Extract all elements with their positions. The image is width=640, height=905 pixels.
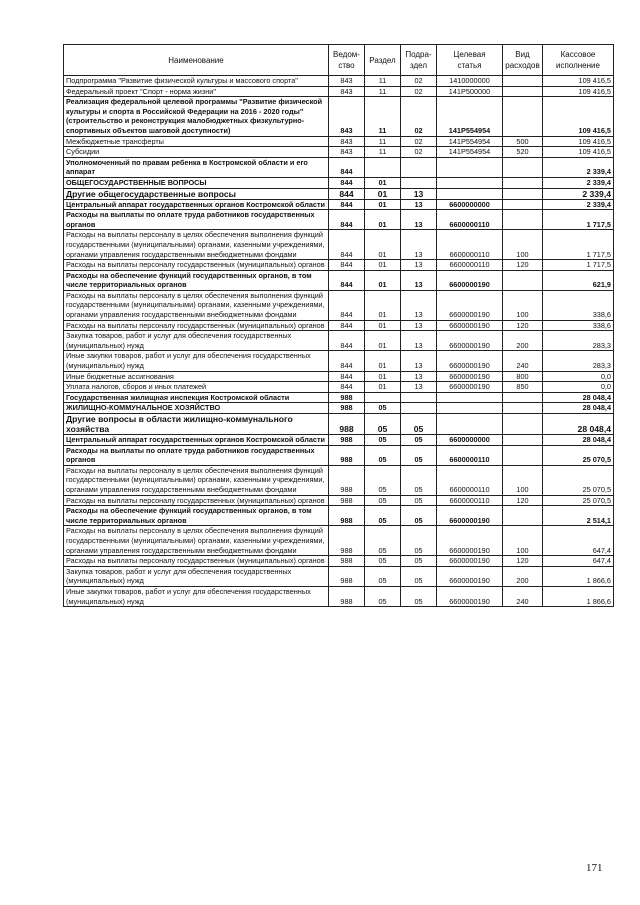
row-razdel: 01 [365, 260, 401, 271]
row-target-article: 6600000190 [437, 371, 503, 382]
row-name: Другие вопросы в области жилищно-коммунального хозяйства [64, 414, 329, 435]
row-vedomstvo: 843 [329, 136, 365, 147]
row-razdel: 05 [365, 566, 401, 586]
row-target-article: 6600000110 [437, 495, 503, 506]
row-expense-type: 520 [503, 147, 543, 158]
row-vedomstvo: 988 [329, 506, 365, 526]
row-cash-execution: 283,3 [543, 351, 614, 371]
row-expense-type [503, 188, 543, 199]
row-expense-type [503, 414, 543, 435]
header-expense-type: Вид расходов [503, 45, 543, 76]
row-razdel: 01 [365, 331, 401, 351]
row-cash-execution: 338,6 [543, 320, 614, 331]
row-razdel [365, 157, 401, 177]
table-row [64, 371, 614, 382]
row-vedomstvo: 844 [329, 270, 365, 290]
table-row [64, 586, 614, 606]
header-podrazdel: Подра- здел [401, 45, 437, 76]
row-expense-type [503, 97, 543, 136]
page-number: 171 [586, 862, 603, 874]
row-razdel: 05 [365, 556, 401, 567]
row-name: Расходы на выплаты персоналу в целях обеспечения выполнения функций государственными (муниципальными) органами, казенными учреждениями, органами управления государственными внебюджетными фондами [64, 526, 329, 556]
row-expense-type: 100 [503, 465, 543, 495]
row-target-article: 6600000110 [437, 465, 503, 495]
row-podrazdel: 13 [401, 382, 437, 393]
table-row [64, 260, 614, 271]
row-expense-type [503, 157, 543, 177]
row-name: Федеральный проект "Спорт - норма жизни" [64, 86, 329, 97]
row-cash-execution: 28 048,4 [543, 392, 614, 403]
row-expense-type [503, 445, 543, 465]
row-podrazdel: 13 [401, 331, 437, 351]
row-razdel: 01 [365, 382, 401, 393]
row-expense-type [503, 506, 543, 526]
row-cash-execution: 2 339,4 [543, 199, 614, 210]
row-razdel: 05 [365, 445, 401, 465]
row-cash-execution: 109 416,5 [543, 147, 614, 158]
row-podrazdel: 02 [401, 136, 437, 147]
row-vedomstvo: 843 [329, 76, 365, 87]
table-row [64, 177, 614, 188]
row-razdel: 05 [365, 495, 401, 506]
row-vedomstvo: 844 [329, 157, 365, 177]
row-podrazdel: 13 [401, 210, 437, 230]
row-name: Иные закупки товаров, работ и услуг для обеспечения государственных (муниципальных) нужд [64, 586, 329, 606]
row-expense-type: 800 [503, 371, 543, 382]
row-expense-type [503, 177, 543, 188]
row-vedomstvo: 844 [329, 260, 365, 271]
row-expense-type: 100 [503, 290, 543, 320]
row-podrazdel: 05 [401, 506, 437, 526]
row-podrazdel: 05 [401, 586, 437, 606]
row-expense-type: 200 [503, 566, 543, 586]
row-target-article [437, 403, 503, 414]
row-name: Другие общегосударственные вопросы [64, 188, 329, 199]
table-row [64, 414, 614, 435]
row-expense-type: 500 [503, 136, 543, 147]
row-cash-execution: 0,0 [543, 382, 614, 393]
row-razdel: 11 [365, 147, 401, 158]
row-vedomstvo: 844 [329, 188, 365, 199]
row-vedomstvo: 843 [329, 147, 365, 158]
row-target-article: 6600000000 [437, 435, 503, 446]
row-name: Уполномоченный по правам ребенка в Костромской области и его аппарат [64, 157, 329, 177]
row-expense-type [503, 199, 543, 210]
table-row [64, 97, 614, 136]
row-podrazdel: 05 [401, 556, 437, 567]
row-name: Иные бюджетные ассигнования [64, 371, 329, 382]
row-target-article: 6600000190 [437, 506, 503, 526]
row-podrazdel: 02 [401, 86, 437, 97]
row-vedomstvo: 988 [329, 435, 365, 446]
row-razdel: 01 [365, 371, 401, 382]
row-expense-type [503, 270, 543, 290]
row-razdel: 01 [365, 199, 401, 210]
row-cash-execution: 1 866,6 [543, 566, 614, 586]
row-expense-type: 120 [503, 320, 543, 331]
row-target-article: 141P554954 [437, 147, 503, 158]
row-cash-execution: 28 048,4 [543, 435, 614, 446]
row-razdel: 01 [365, 320, 401, 331]
row-razdel: 01 [365, 270, 401, 290]
row-expense-type [503, 392, 543, 403]
row-expense-type: 850 [503, 382, 543, 393]
table-body [64, 76, 614, 607]
table-row [64, 566, 614, 586]
row-podrazdel: 13 [401, 188, 437, 199]
row-podrazdel: 13 [401, 230, 437, 260]
row-podrazdel: 13 [401, 290, 437, 320]
table-row [64, 382, 614, 393]
table-row [64, 199, 614, 210]
row-podrazdel: 05 [401, 445, 437, 465]
row-podrazdel: 05 [401, 435, 437, 446]
row-target-article: 6600000190 [437, 270, 503, 290]
table-row [64, 403, 614, 414]
row-expense-type [503, 86, 543, 97]
row-cash-execution: 647,4 [543, 556, 614, 567]
table-row [64, 526, 614, 556]
table-row [64, 230, 614, 260]
row-target-article: 6600000190 [437, 351, 503, 371]
table-row [64, 76, 614, 87]
row-razdel: 01 [365, 230, 401, 260]
row-cash-execution: 621,9 [543, 270, 614, 290]
row-target-article: 6600000110 [437, 260, 503, 271]
row-cash-execution: 647,4 [543, 526, 614, 556]
row-cash-execution: 1 717,5 [543, 210, 614, 230]
row-name: Центральный аппарат государственных органов Костромской области [64, 199, 329, 210]
row-razdel: 05 [365, 526, 401, 556]
row-cash-execution: 2 339,4 [543, 157, 614, 177]
row-name: Закупка товаров, работ и услуг для обеспечения государственных (муниципальных) нужд [64, 566, 329, 586]
row-target-article: 1410000000 [437, 76, 503, 87]
row-name: Расходы на выплаты персоналу в целях обеспечения выполнения функций государственными (муниципальными) органами, казенными учреждениями, органами управления государственными внебюджетными фондами [64, 465, 329, 495]
row-target-article [437, 392, 503, 403]
row-expense-type: 120 [503, 495, 543, 506]
row-name: Расходы на обеспечение функций государственных органов, в том числе территориальных органов [64, 270, 329, 290]
row-cash-execution: 0,0 [543, 371, 614, 382]
table-row [64, 392, 614, 403]
row-name: Государственная жилищная инспекция Костромской области [64, 392, 329, 403]
table-row [64, 465, 614, 495]
row-name: Иные закупки товаров, работ и услуг для обеспечения государственных (муниципальных) нужд [64, 351, 329, 371]
row-cash-execution: 338,6 [543, 290, 614, 320]
header-razdel: Раздел [365, 45, 401, 76]
table-row [64, 445, 614, 465]
table-row [64, 157, 614, 177]
row-vedomstvo: 988 [329, 465, 365, 495]
row-target-article: 6600000190 [437, 556, 503, 567]
row-expense-type: 100 [503, 230, 543, 260]
row-razdel: 01 [365, 177, 401, 188]
row-podrazdel: 13 [401, 351, 437, 371]
row-cash-execution: 1 717,5 [543, 260, 614, 271]
row-razdel: 11 [365, 97, 401, 136]
row-expense-type: 240 [503, 351, 543, 371]
row-target-article: 6600000190 [437, 526, 503, 556]
table-row [64, 188, 614, 199]
row-podrazdel [401, 403, 437, 414]
row-vedomstvo: 844 [329, 382, 365, 393]
row-vedomstvo: 844 [329, 230, 365, 260]
table-row [64, 556, 614, 567]
row-name: Расходы на выплаты персоналу государственных (муниципальных) органов [64, 260, 329, 271]
row-cash-execution: 28 048,4 [543, 403, 614, 414]
row-cash-execution: 109 416,5 [543, 76, 614, 87]
row-name: Центральный аппарат государственных органов Костромской области [64, 435, 329, 446]
row-vedomstvo: 844 [329, 320, 365, 331]
header-name: Наименование [64, 45, 329, 76]
row-cash-execution: 25 070,5 [543, 445, 614, 465]
row-vedomstvo: 988 [329, 403, 365, 414]
table-row [64, 506, 614, 526]
row-target-article: 6600000190 [437, 566, 503, 586]
row-razdel: 01 [365, 210, 401, 230]
row-razdel: 05 [365, 414, 401, 435]
row-vedomstvo: 844 [329, 371, 365, 382]
header-vedomstvo: Ведом- ство [329, 45, 365, 76]
row-podrazdel: 13 [401, 270, 437, 290]
row-name: ОБЩЕГОСУДАРСТВЕННЫЕ ВОПРОСЫ [64, 177, 329, 188]
row-vedomstvo: 988 [329, 495, 365, 506]
table-row [64, 86, 614, 97]
row-razdel: 01 [365, 351, 401, 371]
row-name: Подпрограмма "Развитие физической культуры и массового спорта" [64, 76, 329, 87]
table-row [64, 495, 614, 506]
row-cash-execution: 2 339,4 [543, 177, 614, 188]
row-expense-type: 120 [503, 260, 543, 271]
row-target-article [437, 157, 503, 177]
row-cash-execution: 25 070,5 [543, 495, 614, 506]
row-name: Расходы на выплаты по оплате труда работников государственных органов [64, 445, 329, 465]
row-podrazdel [401, 177, 437, 188]
row-podrazdel [401, 392, 437, 403]
row-razdel: 05 [365, 435, 401, 446]
row-name: Расходы на обеспечение функций государственных органов, в том числе территориальных органов [64, 506, 329, 526]
row-target-article: 6600000190 [437, 382, 503, 393]
row-cash-execution: 2 339,4 [543, 188, 614, 199]
row-cash-execution: 1 866,6 [543, 586, 614, 606]
row-name: Уплата налогов, сборов и иных платежей [64, 382, 329, 393]
row-razdel: 05 [365, 465, 401, 495]
row-podrazdel: 13 [401, 260, 437, 271]
row-target-article: 6600000000 [437, 199, 503, 210]
row-podrazdel: 13 [401, 320, 437, 331]
row-target-article: 6600000110 [437, 230, 503, 260]
row-target-article: 141P554954 [437, 136, 503, 147]
row-vedomstvo: 988 [329, 566, 365, 586]
table-row [64, 136, 614, 147]
row-cash-execution: 2 514,1 [543, 506, 614, 526]
row-vedomstvo: 843 [329, 97, 365, 136]
row-name: Расходы на выплаты по оплате труда работников государственных органов [64, 210, 329, 230]
row-razdel: 11 [365, 86, 401, 97]
row-target-article: 141P500000 [437, 86, 503, 97]
row-target-article: 6600000110 [437, 445, 503, 465]
row-podrazdel: 02 [401, 76, 437, 87]
row-vedomstvo: 988 [329, 526, 365, 556]
row-name: ЖИЛИЩНО-КОММУНАЛЬНОЕ ХОЗЯЙСТВО [64, 403, 329, 414]
row-razdel: 01 [365, 188, 401, 199]
table-row [64, 331, 614, 351]
row-vedomstvo: 988 [329, 556, 365, 567]
row-expense-type: 200 [503, 331, 543, 351]
row-vedomstvo: 844 [329, 199, 365, 210]
row-target-article [437, 188, 503, 199]
row-podrazdel [401, 157, 437, 177]
row-target-article: 6600000190 [437, 586, 503, 606]
row-cash-execution: 109 416,5 [543, 97, 614, 136]
row-cash-execution: 25 070,5 [543, 465, 614, 495]
row-razdel: 01 [365, 290, 401, 320]
table-row [64, 210, 614, 230]
row-vedomstvo: 844 [329, 290, 365, 320]
row-vedomstvo: 844 [329, 177, 365, 188]
table-row [64, 270, 614, 290]
row-name: Расходы на выплаты персоналу государственных (муниципальных) органов [64, 495, 329, 506]
row-target-article [437, 177, 503, 188]
row-vedomstvo: 988 [329, 586, 365, 606]
row-vedomstvo: 988 [329, 392, 365, 403]
row-vedomstvo: 843 [329, 86, 365, 97]
row-podrazdel: 02 [401, 147, 437, 158]
row-target-article: 6600000110 [437, 210, 503, 230]
row-vedomstvo: 844 [329, 351, 365, 371]
row-podrazdel: 05 [401, 495, 437, 506]
row-razdel: 05 [365, 586, 401, 606]
table-row [64, 435, 614, 446]
row-cash-execution: 109 416,5 [543, 86, 614, 97]
row-target-article: 6600000190 [437, 290, 503, 320]
row-vedomstvo: 988 [329, 445, 365, 465]
table-row [64, 290, 614, 320]
row-podrazdel: 05 [401, 465, 437, 495]
row-expense-type [503, 403, 543, 414]
header-row [64, 45, 614, 76]
row-razdel: 11 [365, 136, 401, 147]
row-cash-execution: 28 048,4 [543, 414, 614, 435]
row-cash-execution: 1 717,5 [543, 230, 614, 260]
row-expense-type: 240 [503, 586, 543, 606]
row-name: Закупка товаров, работ и услуг для обеспечения государственных (муниципальных) нужд [64, 331, 329, 351]
row-target-article: 6600000190 [437, 320, 503, 331]
row-target-article [437, 414, 503, 435]
row-razdel [365, 392, 401, 403]
row-name: Расходы на выплаты персоналу в целях обеспечения выполнения функций государственными (муниципальными) органами, казенными учреждениями, органами управления государственными внебюджетными фондами [64, 230, 329, 260]
row-name: Реализация федеральной целевой программы "Развитие физической культуры и спорта в Российской Федерации на 2016 - 2020 годы" (строительство и реконструкция малобюджетных физкультурно-спортивных объектов шаговой доступности) [64, 97, 329, 136]
table-row [64, 351, 614, 371]
row-podrazdel: 02 [401, 97, 437, 136]
row-name: Субсидии [64, 147, 329, 158]
budget-execution-table [63, 44, 614, 607]
row-target-article: 6600000190 [437, 331, 503, 351]
row-name: Расходы на выплаты персоналу государственных (муниципальных) органов [64, 556, 329, 567]
row-expense-type: 100 [503, 526, 543, 556]
table-header [64, 45, 614, 76]
row-expense-type [503, 76, 543, 87]
row-podrazdel: 05 [401, 566, 437, 586]
row-name: Расходы на выплаты персоналу государственных (муниципальных) органов [64, 320, 329, 331]
row-expense-type [503, 210, 543, 230]
row-podrazdel: 13 [401, 371, 437, 382]
row-name: Расходы на выплаты персоналу в целях обеспечения выполнения функций государственными (муниципальными) органами, казенными учреждениями, органами управления государственными внебюджетными фондами [64, 290, 329, 320]
row-cash-execution: 109 416,5 [543, 136, 614, 147]
row-podrazdel: 13 [401, 199, 437, 210]
row-podrazdel: 05 [401, 526, 437, 556]
row-razdel: 05 [365, 506, 401, 526]
row-razdel: 05 [365, 403, 401, 414]
row-expense-type [503, 435, 543, 446]
header-cash-execution: Кассовое исполнение [543, 45, 614, 76]
row-name: Межбюджетные трансферты [64, 136, 329, 147]
header-target-article: Целевая статья [437, 45, 503, 76]
row-cash-execution: 283,3 [543, 331, 614, 351]
row-vedomstvo: 844 [329, 331, 365, 351]
row-podrazdel: 05 [401, 414, 437, 435]
row-vedomstvo: 988 [329, 414, 365, 435]
row-expense-type: 120 [503, 556, 543, 567]
row-razdel: 11 [365, 76, 401, 87]
row-vedomstvo: 844 [329, 210, 365, 230]
row-target-article: 141P554954 [437, 97, 503, 136]
table-row [64, 320, 614, 331]
table-row [64, 147, 614, 158]
